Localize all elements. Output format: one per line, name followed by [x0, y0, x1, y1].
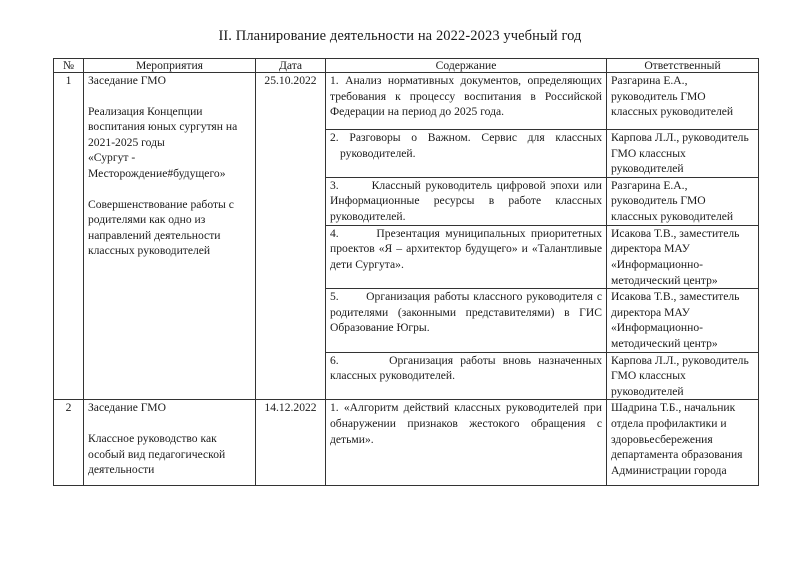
responsible-person: Карпова Л.Л., руководитель ГМО классных руководителей	[607, 352, 759, 400]
header-events: Мероприятия	[84, 59, 256, 73]
content-item: 3. Классный руководитель цифровой эпохи или Информационные ресурсы в работе классных руководителей.	[326, 177, 607, 225]
content-item: 1. Анализ нормативных документов, определяющих требования к процессу воспитания в Российской Федерации на период до 2025 года.	[326, 73, 607, 130]
content-item: 4. Презентация муниципальных приоритетных проектов «Я – архитектор будущего» и «Талантливые дети Сургута».	[326, 225, 607, 288]
header-responsible: Ответственный	[607, 59, 759, 73]
responsible-person: Исакова Т.В., заместитель директора МАУ «Информационно-методический центр»	[607, 225, 759, 288]
responsible-person: Карпова Л.Л., руководитель ГМО классных руководителей	[607, 130, 759, 178]
responsible-person: Разгарина Е.А., руководитель ГМО классных руководителей	[607, 73, 759, 130]
event-description: Реализация Концепции воспитания юных сургутян на 2021-2025 годы	[88, 104, 238, 149]
content-item: 1. «Алгоритм действий классных руководителей при обнаружении признаков жестокого обращения с детьми».	[326, 400, 607, 486]
header-date: Дата	[256, 59, 326, 73]
event-title: Заседание ГМО	[88, 401, 166, 415]
content-item: 6. Организация работы вновь назначенных классных руководителей.	[326, 352, 607, 400]
row-number: 2	[54, 400, 84, 486]
planning-table	[53, 58, 759, 486]
event-date: 14.12.2022	[256, 400, 326, 486]
header-number: №	[54, 59, 84, 73]
section-title: II. Планирование деятельности на 2022-2023 учебный год	[218, 28, 582, 44]
responsible-person: Разгарина Е.А., руководитель ГМО классных руководителей	[607, 177, 759, 225]
table-row	[54, 73, 759, 130]
responsible-person: Исакова Т.В., заместитель директора МАУ «Информационно-методический центр»	[607, 289, 759, 352]
row-number: 1	[54, 73, 84, 400]
responsible-person: Шадрина Т.Б., начальник отдела профилактики и здоровьесбережения департамента образования Администрации города	[607, 400, 759, 486]
table-header-row	[54, 59, 759, 73]
event-cell	[84, 73, 256, 400]
table-row	[54, 400, 759, 486]
event-date: 25.10.2022	[256, 73, 326, 400]
header-content: Содержание	[326, 59, 607, 73]
event-description: Классное руководство как особый вид педагогической деятельности	[88, 431, 226, 477]
content-item: 5. Организация работы классного руководителя с родителями (законными представителями) в ГИС Образование Югры.	[326, 289, 607, 352]
content-item: 2. Разговоры о Важном. Сервис для классных руководителей.	[326, 130, 607, 178]
event-description-2: Совершенствование работы с родителями как одно из направлений деятельности классных руководителей	[88, 197, 234, 258]
event-title: Заседание ГМО	[88, 74, 166, 87]
event-program-name: «Сургут - Месторождение#будущего»	[88, 151, 226, 180]
event-cell	[84, 400, 256, 486]
